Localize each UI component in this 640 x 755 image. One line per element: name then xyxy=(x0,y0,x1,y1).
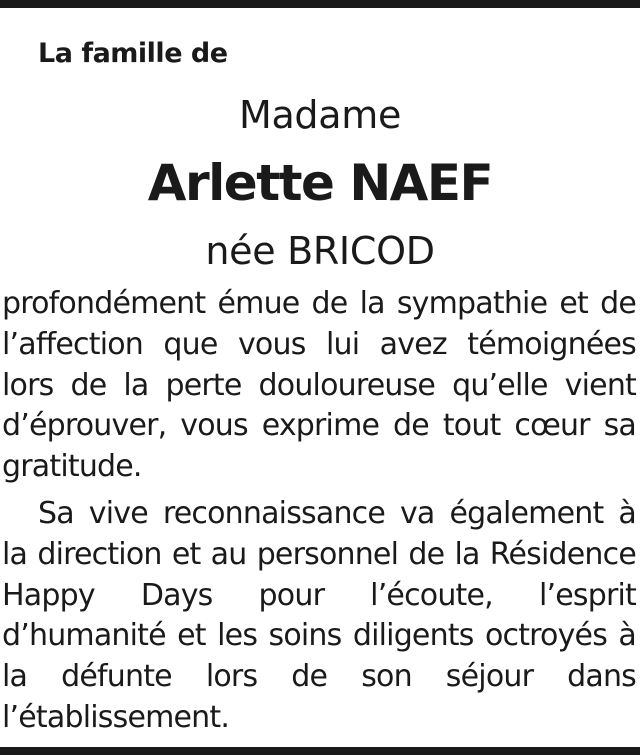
notice-body xyxy=(2,284,636,739)
deceased-name: Arlette NAEF xyxy=(147,154,493,212)
acknowledgement-paragraph: Sa vive reconnaissance va également à la direction et au personnel de la Résidence Happy Days pour l’écoute, l’esprit d’humanité et les soins diligents octroyés à la défunte lors de son séjour dans l’établissement. xyxy=(2,495,636,735)
bottom-border-rule xyxy=(0,747,640,755)
family-line: La famille de xyxy=(38,38,228,69)
honorific-title: Madame xyxy=(238,93,402,137)
thanks-paragraph: profondément émue de la sympathie et de l’affection que vous lui avez témoignées lors de la perte douloureuse qu’elle vient d’éprouver, vous exprime de tout cœur sa gratitude. xyxy=(2,286,636,485)
top-border-rule xyxy=(0,0,640,8)
maiden-name: née BRICOD xyxy=(205,229,435,273)
